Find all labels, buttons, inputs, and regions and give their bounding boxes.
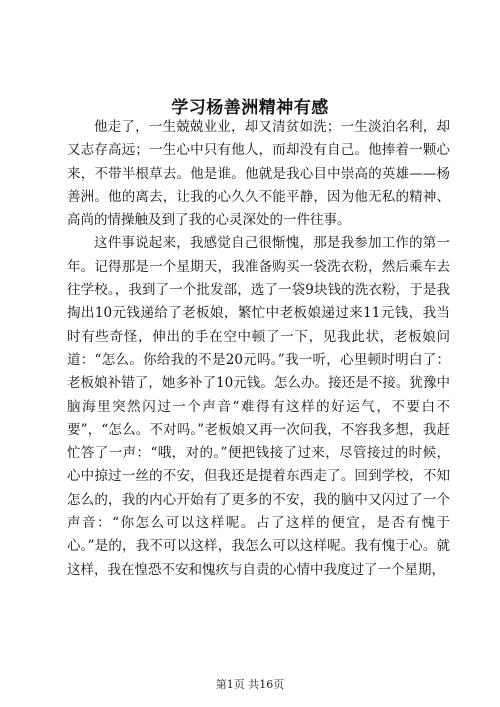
document-title: 学习杨善洲精神有感 (171, 98, 329, 118)
document-body (67, 116, 450, 582)
page-footer: 第1页 共16页 (215, 678, 285, 691)
paragraph-2: 这件事说起来，我感觉自己很惭愧，那是我参加工作的第一年。记得那是一个星期天，我准备购买一袋洗衣粉，然后乘车去往学校。，我到了一个批发部，选了一袋9块钱的洗衣粉，于是我掏出10元钱递给了老板娘，繁忙中老板娘递过来11元钱，我当时有些奇怪，伸出的手在空中顿了一下，见我此状，老板娘问道：“怎么。你给我的不是20元吗。”我一听，心里顿时明白了：老板娘补错了，她多补了10元钱。怎么办。接还是不接。犹豫中脑海里突然闪过一个声音“难得有这样的好运气，不要白不要”，“怎么。不对吗。”老板娘又再一次问我，不容我多想，我赶忙答了一声：“哦，对的。”便把钱接了过来，尽管接过的时候，心中掠过一丝的不安，但我还是提着东西走了。回到学校，不知怎么的，我的内心开始有了更多的不安，我的脑中又闪过了一个声音：“你怎么可以这样呢。占了这样的便宜，是否有愧于心。”是的，我不可以这样，我怎么可以这样呢。我有愧于心。就这样，我在惶恐不安和愧疚与自责的心情中我度过了一个星期， (67, 235, 450, 578)
paragraph-1: 他走了，一生兢兢业业，却又清贫如洗；一生淡泊名利，却又志存高远；一生心中只有他人，而却没有自己。他捧着一颗心来，不带半根草去。他是谁。他就是我心目中崇高的英雄——杨善洲。他的离去，让我的心久久不能平静，因为他无私的精神、高尚的情操触及到了我的心灵深处的一件往事。 (67, 119, 450, 229)
